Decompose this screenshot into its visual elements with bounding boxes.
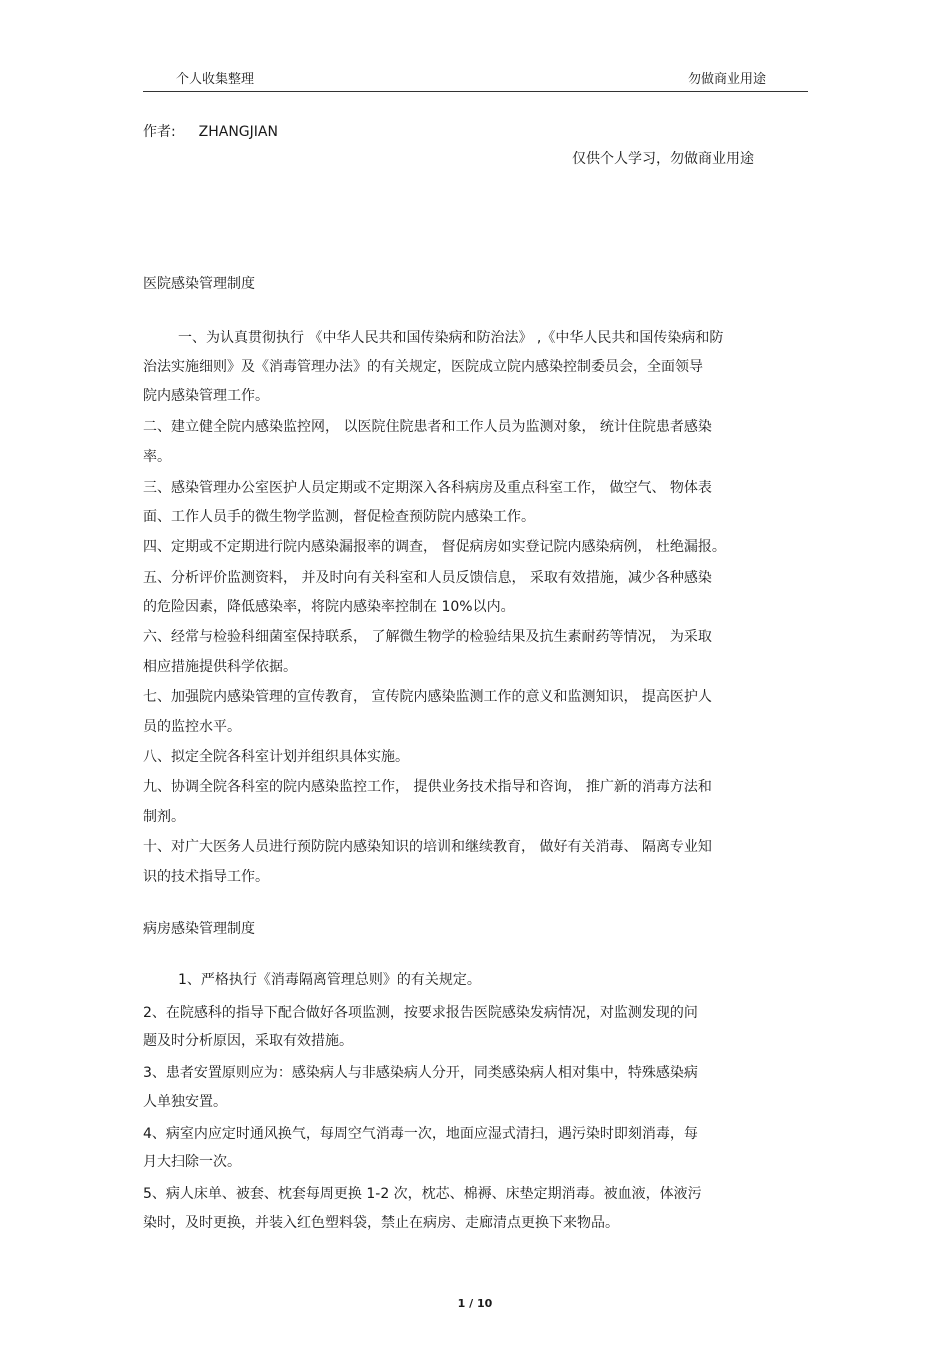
section-title: 医院感染管理制度 — [143, 276, 255, 292]
paragraph-line: 5、病人床单、被套、枕套每周更换 1-2 次，枕芯、棉褥、床垫定期消毒。被血液，体液污 — [143, 1186, 702, 1202]
author-label: 作者: — [143, 124, 176, 140]
paragraph-line: 制剂。 — [143, 809, 185, 825]
header-rule — [143, 91, 808, 92]
paragraph-line: 一、为认真贯彻执行 《中华人民共和国传染病和防治法》 ,《中华人民共和国传染病和防 — [178, 330, 724, 346]
paragraph-line: 八、拟定全院各科室计划并组织具体实施。 — [143, 749, 409, 765]
paragraph-line: 题及时分析原因，采取有效措施。 — [143, 1033, 353, 1049]
paragraph-line: 4、病室内应定时通风换气，每周空气消毒一次，地面应湿式清扫，遇污染时即刻消毒，每 — [143, 1126, 698, 1142]
usage-notice: 仅供个人学习，勿做商业用途 — [572, 151, 754, 167]
paragraph-line: 面、工作人员手的微生物学监测，督促检查预防院内感染工作。 — [143, 509, 535, 525]
paragraph-line: 人单独安置。 — [143, 1094, 227, 1110]
section-title: 病房感染管理制度 — [143, 921, 255, 937]
paragraph-line: 四、定期或不定期进行院内感染漏报率的调查， 督促病房如实登记院内感染病例， 杜绝漏报。 — [143, 539, 726, 555]
paragraph-line: 染时，及时更换，并装入红色塑料袋，禁止在病房、走廊清点更换下来物品。 — [143, 1215, 619, 1231]
paragraph-line: 1、严格执行《消毒隔离管理总则》的有关规定。 — [178, 972, 481, 988]
paragraph-line: 2、在院感科的指导下配合做好各项监测，按要求报告医院感染发病情况，对监测发现的问 — [143, 1005, 698, 1021]
paragraph-line: 识的技术指导工作。 — [143, 869, 269, 885]
paragraph-line: 七、加强院内感染管理的宣传教育， 宣传院内感染监测工作的意义和监测知识， 提高医护人 — [143, 689, 712, 705]
paragraph-line: 率。 — [143, 449, 171, 465]
paragraph-line: 九、协调全院各科室的院内感染监控工作， 提供业务技术指导和咨询， 推广新的消毒方法和 — [143, 779, 712, 795]
paragraph-line: 相应措施提供科学依据。 — [143, 659, 297, 675]
paragraph-line: 十、对广大医务人员进行预防院内感染知识的培训和继续教育， 做好有关消毒、 隔离专业知 — [143, 839, 712, 855]
paragraph-line: 六、经常与检验科细菌室保持联系， 了解微生物学的检验结果及抗生素耐药等情况， 为采取 — [143, 629, 712, 645]
paragraph-line: 院内感染管理工作。 — [143, 388, 269, 404]
paragraph-line: 五、分析评价监测资料， 并及时向有关科室和人员反馈信息， 采取有效措施，减少各种感染 — [143, 570, 712, 586]
paragraph-line: 员的监控水平。 — [143, 719, 241, 735]
header-right: 勿做商业用途 — [688, 72, 767, 87]
header-left: 个人收集整理 — [176, 72, 255, 87]
page-number: 1 / 10 — [457, 1297, 493, 1310]
paragraph-line: 的危险因素，降低感染率，将院内感染率控制在 10%以内。 — [143, 599, 515, 615]
paragraph-line: 3、患者安置原则应为：感染病人与非感染病人分开，同类感染病人相对集中，特殊感染病 — [143, 1065, 698, 1081]
paragraph-line: 二、建立健全院内感染监控网， 以医院住院患者和工作人员为监测对象， 统计住院患者感染 — [143, 419, 712, 435]
paragraph-line: 月大扫除一次。 — [143, 1154, 241, 1170]
author-line — [143, 121, 278, 141]
author-name: ZHANGJIAN — [198, 124, 278, 140]
paragraph-line: 治法实施细则》及《消毒管理办法》的有关规定，医院成立院内感染控制委员会，全面领导 — [143, 359, 703, 375]
paragraph-line: 三、感染管理办公室医护人员定期或不定期深入各科病房及重点科室工作， 做空气、 物体表 — [143, 480, 712, 496]
